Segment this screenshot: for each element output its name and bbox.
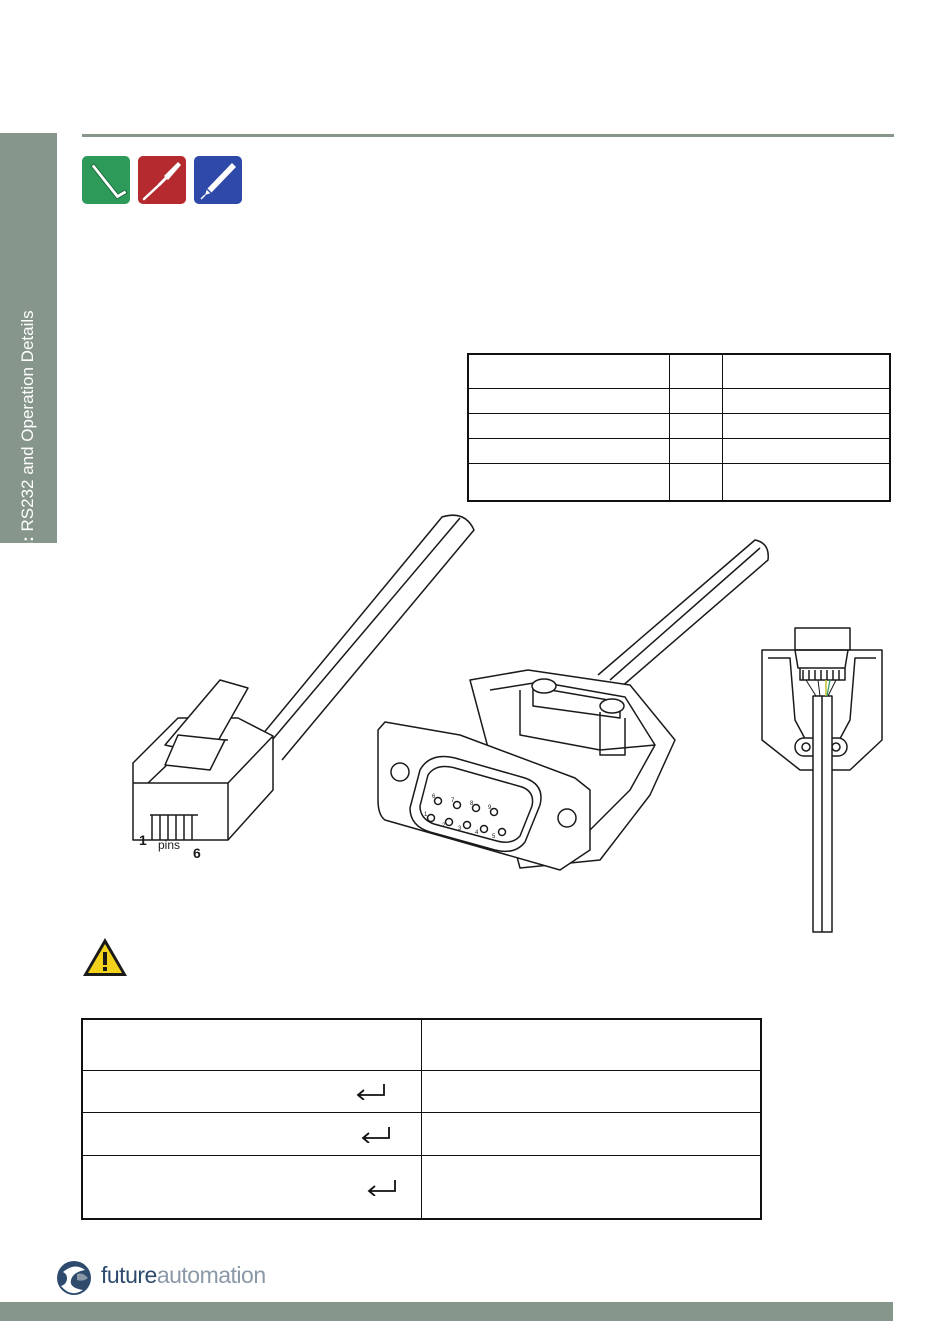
logo-word-automation: automation [156, 1262, 266, 1288]
enter-key-icon [355, 1082, 387, 1100]
table-cell [82, 1113, 422, 1156]
db9-pin-label: 6 [432, 794, 436, 800]
table-cell [82, 1155, 422, 1219]
enter-key-icon [366, 1178, 398, 1196]
rj-pin-6-label: 6 [193, 845, 201, 861]
table-cell [422, 1070, 762, 1113]
table-cell [422, 1155, 762, 1219]
company-logo [55, 1258, 305, 1298]
table-cell [82, 1070, 422, 1113]
db9-pin-label: 2 [442, 823, 446, 829]
db9-pin-label: 4 [475, 830, 479, 836]
logo-word-future: future [101, 1262, 157, 1288]
db9-pin-label: 8 [470, 801, 474, 807]
logo-mark-icon [55, 1258, 95, 1298]
db9-pin-label: 7 [451, 798, 455, 804]
table-row [82, 1113, 761, 1156]
db9-pin-label: 3 [458, 826, 462, 832]
rj-pins-label: pins [158, 838, 181, 852]
table-cell [82, 1019, 422, 1070]
section-title-bold: Installation: [18, 536, 37, 632]
table-cell [422, 1113, 762, 1156]
command-table [81, 1018, 762, 1220]
db9-pin-label: 1 [424, 812, 428, 818]
warning-icon [81, 935, 129, 979]
db9-pin-label: 5 [492, 834, 496, 840]
footer-bar [0, 1302, 893, 1321]
db9-pin-label: 9 [488, 805, 492, 811]
table-cell [422, 1019, 762, 1070]
table-row [82, 1019, 761, 1070]
table-row [82, 1155, 761, 1219]
section-title-rest: RS232 and Operation Details [18, 310, 37, 537]
logo-wordmark [101, 1262, 266, 1289]
enter-key-icon [360, 1125, 392, 1143]
rj-pin-1-label: 1 [139, 832, 147, 848]
table-row [82, 1070, 761, 1113]
